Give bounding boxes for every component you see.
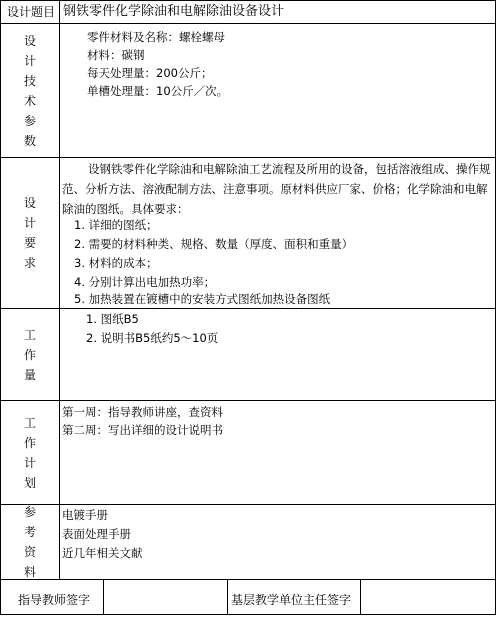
header-label-cell [0, 0, 60, 24]
requirement-item: 5. 加热装置在镀槽中的安装方式图纸加热设备图纸 [74, 292, 331, 306]
workload-label-char: 作 [23, 347, 36, 362]
plan-item: 第一周：指导教师讲座，查资料 [62, 405, 223, 419]
reference-item: 表面处理手册 [62, 527, 131, 541]
teacher-signature-field[interactable] [103, 579, 228, 615]
plan-label-char: 划 [23, 475, 36, 490]
plan-label-cell [0, 400, 60, 505]
params-label-char: 技 [23, 73, 36, 88]
header-title-cell [59, 0, 496, 24]
references-label-char: 资 [23, 545, 36, 559]
params-line: 每天处理量：200公斤； [87, 66, 213, 80]
params-line: 单槽处理量：10公斤／次。 [87, 84, 229, 98]
requirement-item: 4. 分别计算出电加热功率； [74, 275, 216, 289]
requirements-intro: 设钢铁零件化学除油和电解除油工艺流程及所用的设备，包括溶液组成、操作规范、分析方法、溶液配制方法、注意事项。原材料供应厂家、价格；化学除油和电解除油的图纸。具体要求： [62, 162, 491, 216]
requirements-label-char: 设 [23, 196, 36, 210]
references-label-char: 参 [23, 505, 36, 519]
params-label-char: 计 [23, 53, 36, 68]
director-signature-field[interactable] [360, 579, 496, 615]
header-label: 设计题目 [7, 5, 56, 19]
workload-label-char: 量 [23, 367, 36, 382]
workload-item: 1. 图纸B5 [86, 312, 139, 326]
params-label-cell [0, 23, 60, 158]
workload-item: 2. 说明书B5纸约5～10页 [86, 331, 219, 345]
reference-item: 电镀手册 [62, 508, 108, 522]
cropped-footer-text [0, 614, 498, 621]
director-signature-label-cell [227, 579, 361, 615]
plan-item: 第二周：写出详细的设计说明书 [62, 423, 223, 437]
teacher-signature-label: 指导教师签字 [18, 593, 91, 607]
params-label-char: 数 [23, 133, 36, 148]
plan-label-char: 工 [23, 415, 36, 430]
params-label-char: 参 [23, 113, 36, 128]
references-label-char: 考 [23, 525, 36, 539]
params-content-cell [59, 23, 496, 158]
requirement-item: 1. 详细的图纸； [74, 218, 158, 232]
workload-label-cell [0, 308, 60, 401]
plan-label-char: 计 [23, 455, 36, 470]
requirements-label-char: 要 [23, 236, 36, 250]
requirements-label-char: 计 [23, 216, 36, 230]
requirements-label-char: 求 [23, 256, 36, 270]
design-title: 钢铁零件化学除油和电解除油设备设计 [63, 4, 285, 19]
reference-item: 近几年相关文献 [62, 546, 143, 560]
requirement-item: 3. 材料的成本； [74, 256, 158, 270]
requirement-item: 2. 需要的材料种类、规格、数量（厚度、面积和重量） [74, 237, 354, 251]
references-label-char: 料 [23, 565, 36, 579]
params-label-char: 术 [23, 93, 36, 108]
workload-label-char: 工 [23, 327, 36, 342]
plan-content-cell [59, 400, 496, 505]
references-content-cell [59, 504, 496, 580]
params-line: 零件材料及名称：螺栓螺母 [87, 30, 225, 44]
plan-label-char: 作 [23, 435, 36, 450]
requirements-label-cell [0, 157, 60, 309]
teacher-signature-label-cell [0, 579, 104, 615]
references-label-cell [0, 504, 60, 580]
requirements-content-cell [59, 157, 496, 309]
params-label-char: 设 [23, 33, 36, 48]
director-signature-label: 基层教学单位主任签字 [231, 593, 352, 607]
params-line: 材料：碳钢 [87, 48, 145, 62]
workload-content-cell [59, 308, 496, 401]
